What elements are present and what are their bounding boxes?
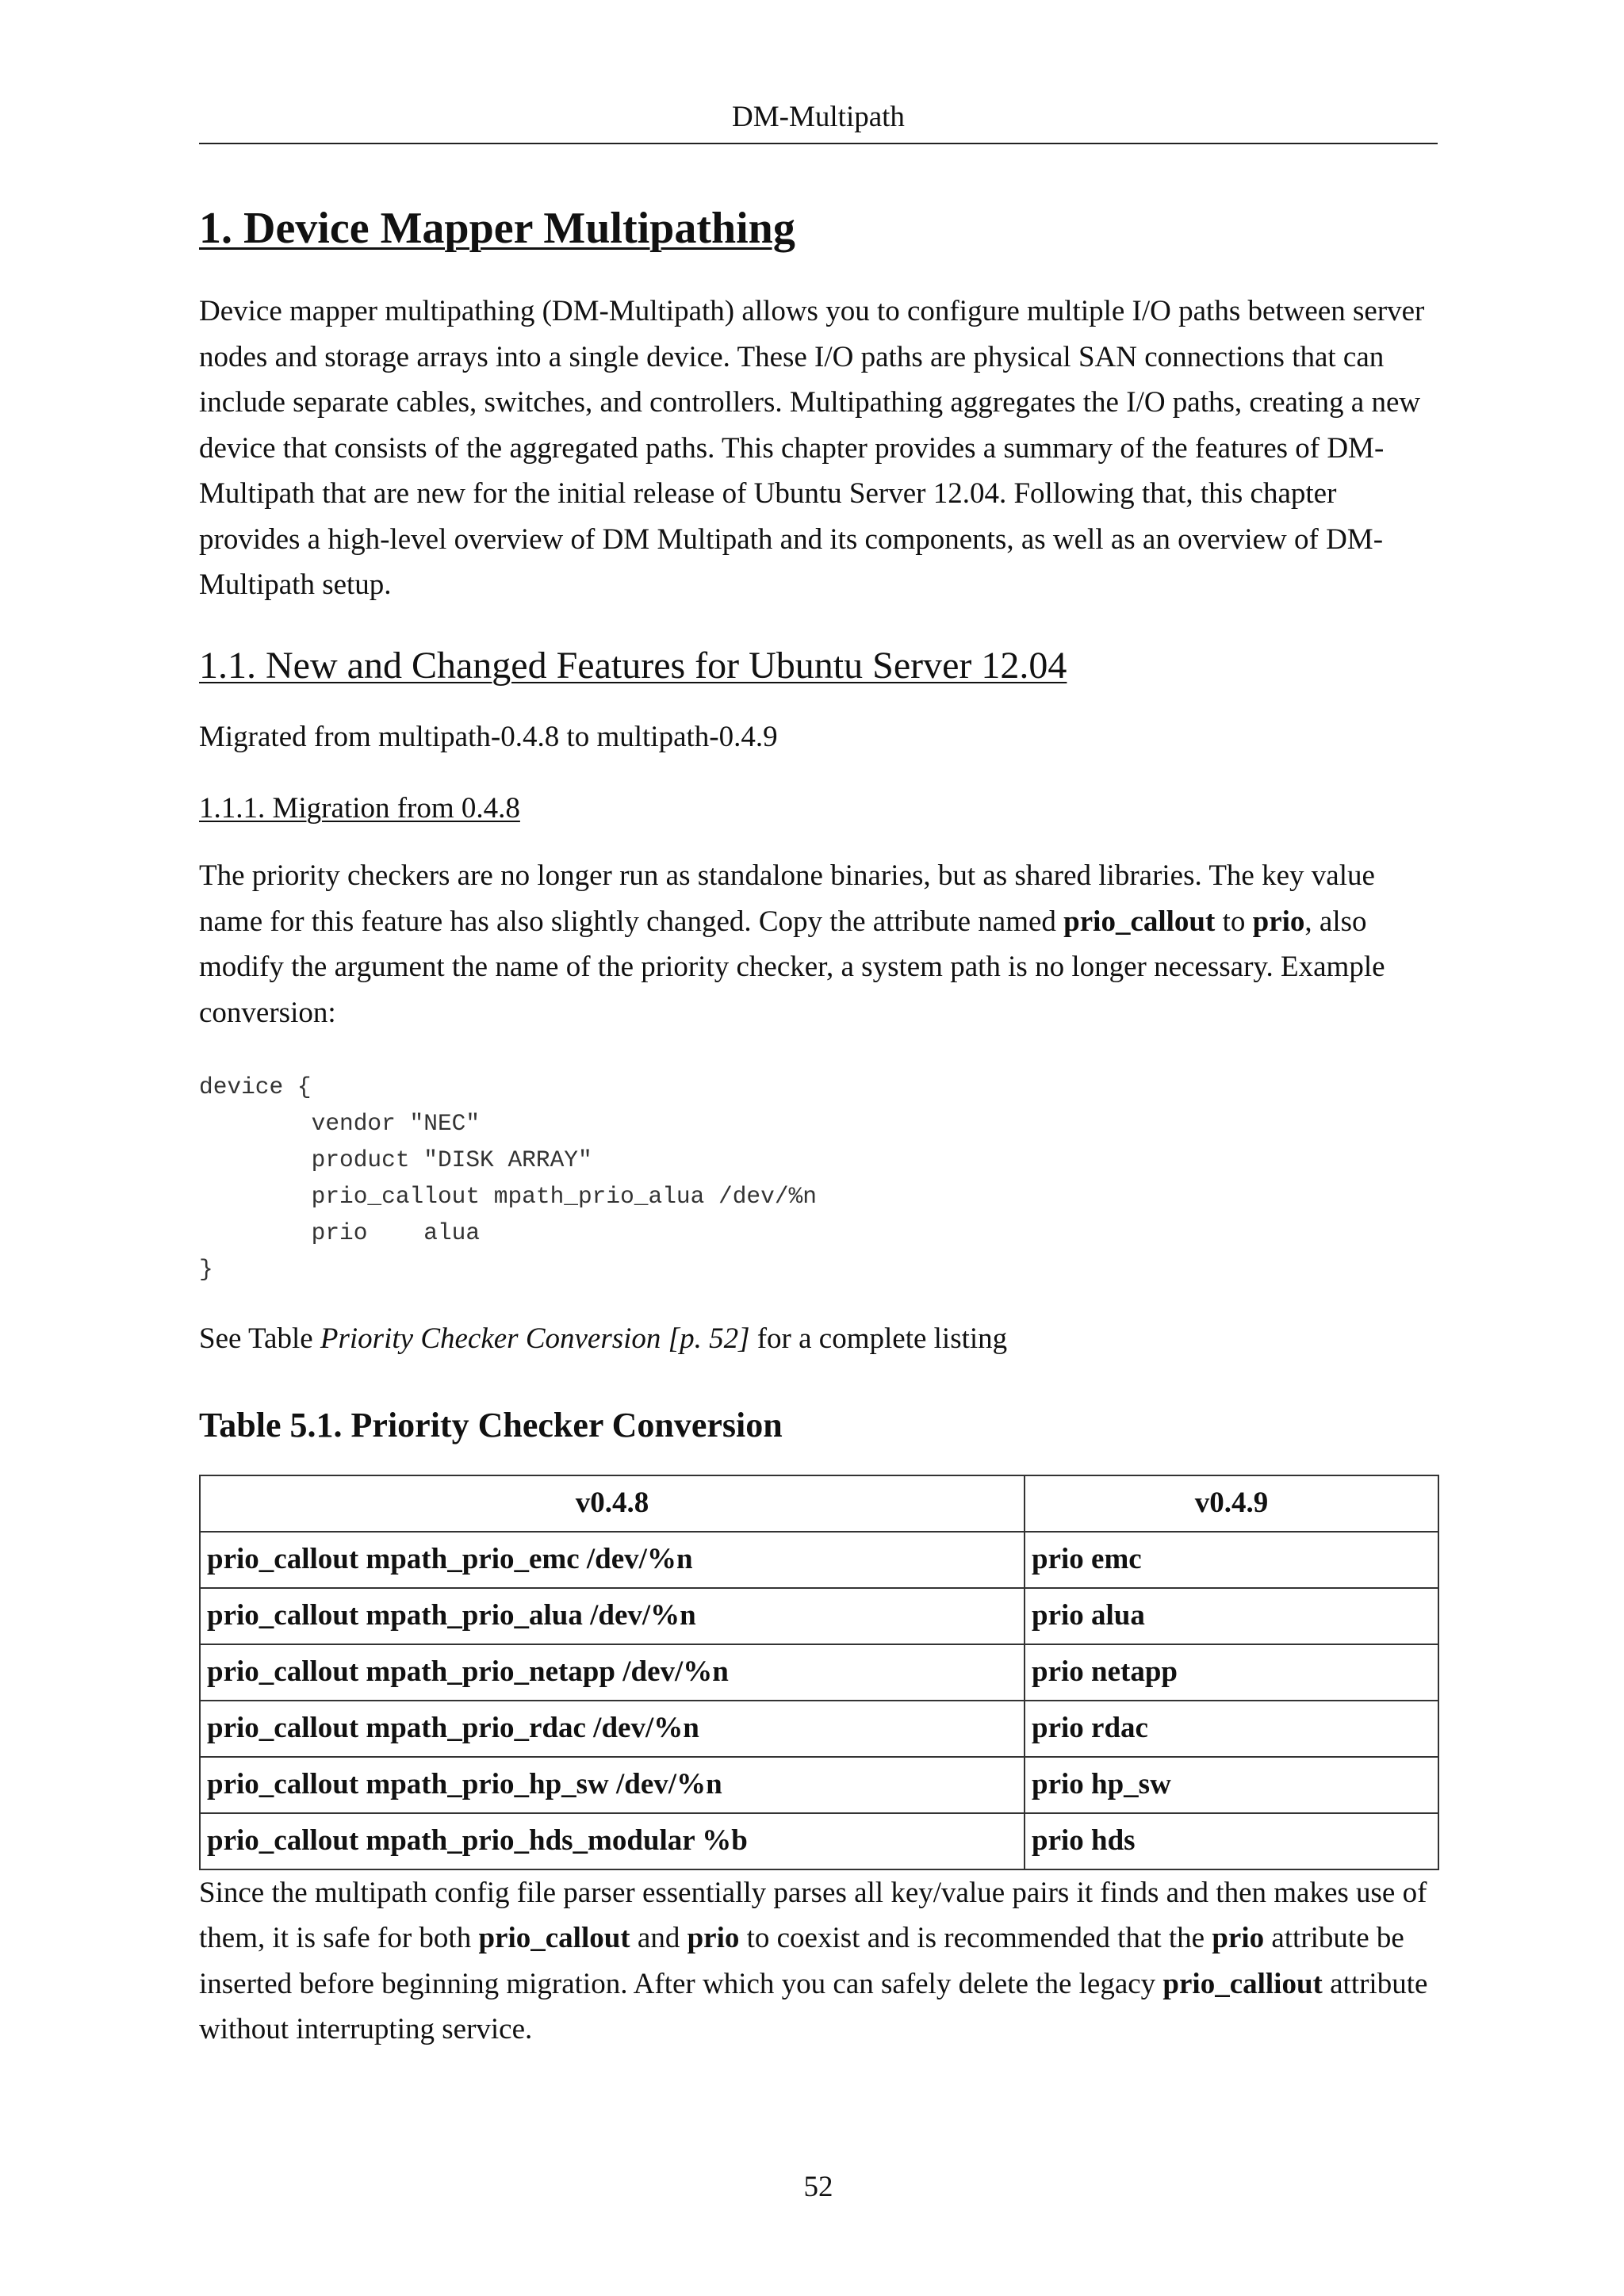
- section-title: 1.1. New and Changed Features for Ubuntu Server 12.04: [199, 644, 1067, 687]
- running-header: DM-Multipath: [732, 101, 905, 133]
- see-table-suffix: for a complete listing: [749, 1322, 1008, 1355]
- table-cell-old: prio_callout mpath_prio_emc /dev/%n: [200, 1532, 1025, 1588]
- attr-prio: prio: [687, 1922, 740, 1954]
- table-cell-new: prio rdac: [1025, 1701, 1438, 1757]
- attr-prio-callout: prio_callout: [478, 1922, 630, 1954]
- table-cell-new: prio alua: [1025, 1588, 1438, 1644]
- table-row: [200, 1813, 1438, 1869]
- see-table-prefix: See Table: [199, 1322, 320, 1355]
- subsection-title: 1.1.1. Migration from 0.4.8: [199, 792, 520, 825]
- migration-text-2: to: [1215, 905, 1253, 938]
- closing-text-3: to coexist and is recommended that the: [739, 1922, 1212, 1954]
- column-header-old: v0.4.8: [200, 1475, 1025, 1532]
- table-cell-old: prio_callout mpath_prio_alua /dev/%n: [200, 1588, 1025, 1644]
- table-header-row: [200, 1475, 1438, 1532]
- attr-prio-calliout: prio_calliout: [1162, 1967, 1323, 2000]
- column-header-new: v0.4.9: [1025, 1475, 1438, 1532]
- table-row: [200, 1757, 1438, 1813]
- table-row: [200, 1532, 1438, 1588]
- table-cell-old: prio_callout mpath_prio_hp_sw /dev/%n: [200, 1757, 1025, 1813]
- table-cell-old: prio_callout mpath_prio_hds_modular %b: [200, 1813, 1025, 1869]
- attr-prio: prio: [1212, 1922, 1265, 1954]
- priority-checker-table: [199, 1475, 1439, 1870]
- closing-text-5: attribute without interrupting service.: [199, 1967, 1428, 2045]
- table-cell-new: prio emc: [1025, 1532, 1438, 1588]
- closing-text-2: and: [630, 1922, 688, 1954]
- table-cross-reference-link[interactable]: Priority Checker Conversion [p. 52]: [320, 1322, 750, 1355]
- closing-text-4: attribute be inserted before beginning migration. After which you can safely delete the legacy: [199, 1922, 1404, 2000]
- migration-text-1: The priority checkers are no longer run as standalone binaries, but as shared libraries. The key value name for this feature has also slightly changed. Copy the attribute named: [199, 859, 1375, 938]
- table-cell-new: prio netapp: [1025, 1644, 1438, 1701]
- chapter-title: 1. Device Mapper Multipathing: [199, 204, 795, 253]
- page-number: 52: [803, 2171, 833, 2203]
- migration-text-3: , also modify the argument the name of the priority checker, a system path is no longer necessary. Example conversion:: [199, 905, 1385, 1029]
- table-cell-old: prio_callout mpath_prio_netapp /dev/%n: [200, 1644, 1025, 1701]
- see-table-sentence: [199, 1316, 1438, 1362]
- table-cell-old: prio_callout mpath_prio_rdac /dev/%n: [200, 1701, 1025, 1757]
- table-row: [200, 1644, 1438, 1701]
- header-rule: [199, 143, 1438, 144]
- table-row: [200, 1701, 1438, 1757]
- table-cell-new: prio hds: [1025, 1813, 1438, 1869]
- attr-prio: prio: [1252, 905, 1305, 938]
- page-content: [199, 198, 1438, 2053]
- closing-text-1: Since the multipath config file parser essentially parses all key/value pairs it finds and then makes use of them, it is safe for both: [199, 1876, 1427, 1954]
- intro-paragraph: Device mapper multipathing (DM-Multipath) allows you to configure multiple I/O paths between server nodes and storage arrays into a single device. These I/O paths are physical SAN connections that can include separate cables, switches, and controllers. Multipathing aggregates the I/O paths, creating a new device that consists of the aggregated paths. This chapter provides a summary of the features of DM-Multipath that are new for the initial release of Ubuntu Server 12.04. Following that, this chapter provides a high-level overview of DM Multipath and its components, as well as an overview of DM-Multipath setup.: [199, 295, 1425, 601]
- table-cell-new: prio hp_sw: [1025, 1757, 1438, 1813]
- document-page: [199, 0, 1438, 2296]
- table-title: Table 5.1. Priority Checker Conversion: [199, 1405, 783, 1445]
- table-row: [200, 1588, 1438, 1644]
- closing-paragraph: [199, 1870, 1438, 2053]
- code-example: device { vendor "NEC" product "DISK ARRAY" prio_callout mpath_prio_alua /dev/%n prio alua }: [199, 1073, 817, 1283]
- attr-prio-callout: prio_callout: [1063, 905, 1216, 938]
- migration-paragraph: [199, 853, 1438, 1035]
- migrated-text: Migrated from multipath-0.4.8 to multipath-0.4.9: [199, 720, 778, 753]
